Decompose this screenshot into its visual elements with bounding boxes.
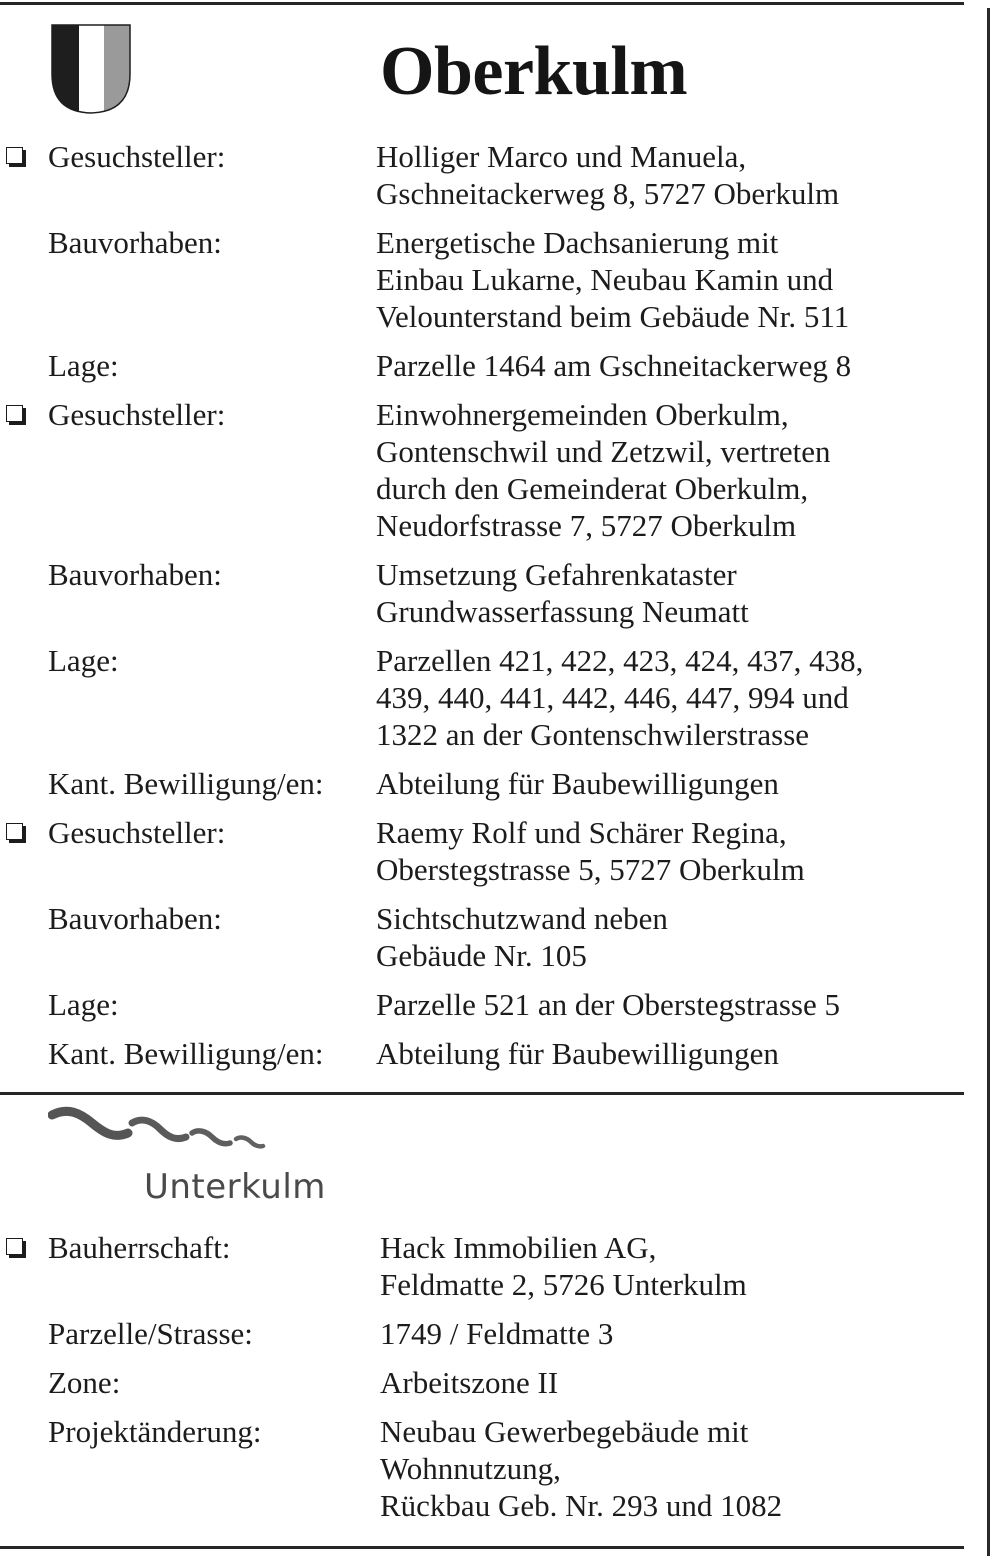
field-value [376,1035,779,1072]
municipality-title: Oberkulm [380,33,688,110]
field-value-line: Sichtschutzwand neben [376,901,668,936]
field-value [376,138,839,212]
checkbox-icon [6,405,26,425]
field-value-line: Parzelle 521 an der Oberstegstrasse 5 [376,987,840,1022]
field-value-line: Gebäude Nr. 105 [376,938,587,973]
field-label: Bauvorhaben: [48,225,222,260]
bottom-rule [0,1546,964,1549]
field-value-line: Velounterstand beim Gebäude Nr. 511 [376,299,850,334]
field-label: Parzelle/Strasse: [48,1316,253,1351]
field-label: Bauvorhaben: [48,901,222,936]
field-label: Kant. Bewilligung/en: [48,1036,324,1071]
field-label: Kant. Bewilligung/en: [48,766,324,801]
section-divider [0,1092,964,1095]
field-label: Gesuchsteller: [48,397,226,432]
field-value-line: Hack Immobilien AG, [380,1230,657,1265]
field-label: Bauvorhaben: [48,557,222,592]
field-value-line: durch den Gemeinderat Oberkulm, [376,471,809,506]
field-value-line: Raemy Rolf und Schärer Regina, [376,815,787,850]
field-value-line: Gontenschwil und Zetzwil, vertreten [376,434,831,469]
field-value [376,765,779,802]
application-entry [0,1229,964,1524]
field-value-line: Gschneitackerweg 8, 5727 Oberkulm [376,176,840,211]
unterkulm-waves-logo-icon [48,1105,378,1175]
field-row [0,1035,964,1072]
application-entry [0,396,964,802]
field-label: Bauherrschaft: [48,1230,231,1265]
field-value-line: Parzellen 421, 422, 423, 424, 437, 438, [376,643,864,678]
field-row [0,138,964,212]
field-value [380,1364,558,1401]
field-value-line: Neubau Gewerbegebäude mit [380,1414,749,1449]
field-label: Projektänderung: [48,1414,262,1449]
field-value-line: Grundwasserfassung Neumatt [376,594,749,629]
field-value [376,986,840,1023]
field-value-line: Parzelle 1464 am Gschneitackerweg 8 [376,348,852,383]
field-value [376,900,668,974]
oberkulm-building-applications [0,138,964,1084]
checkbox-icon [6,823,26,843]
field-value-line: Wohnnutzung, [380,1451,561,1486]
field-label: Lage: [48,643,119,678]
field-row [0,1364,964,1401]
field-value-line: Oberstegstrasse 5, 5727 Oberkulm [376,852,805,887]
field-value-line: 439, 440, 441, 442, 446, 447, 994 und [376,680,849,715]
application-entry [0,814,964,1072]
field-value-line: Arbeitszone II [380,1365,559,1400]
field-value [376,347,851,384]
field-row [0,642,964,753]
field-value-line: Abteilung für Baubewilligungen [376,1036,779,1071]
field-row [0,1315,964,1352]
unterkulm-building-applications [0,1229,964,1536]
field-value-line: 1322 an der Gontenschwilerstrasse [376,717,810,752]
checkbox-icon [6,1238,26,1258]
unterkulm-logo [48,1105,378,1220]
field-value [376,396,831,544]
field-row [0,556,964,630]
field-value-line: Energetische Dachsanierung mit [376,225,779,260]
field-row [0,765,964,802]
field-row [0,224,964,335]
field-value-line: Feldmatte 2, 5726 Unterkulm [380,1267,747,1302]
right-column-rule [987,8,990,1556]
field-value-line: 1749 / Feldmatte 3 [380,1316,614,1351]
field-value [376,556,749,630]
field-label: Lage: [48,348,119,383]
field-label: Gesuchsteller: [48,139,226,174]
field-row [0,1229,964,1303]
field-value-line: Holliger Marco und Manuela, [376,139,747,174]
field-row [0,347,964,384]
field-row [0,814,964,888]
field-row [0,396,964,544]
field-value-line: Rückbau Geb. Nr. 293 und 1082 [380,1488,783,1523]
field-label: Gesuchsteller: [48,815,226,850]
field-row [0,900,964,974]
field-value [376,224,849,335]
field-value [376,642,863,753]
field-value [380,1229,747,1303]
field-value-line: Umsetzung Gefahrenkataster [376,557,737,592]
field-value-line: Einwohnergemeinden Oberkulm, [376,397,789,432]
application-entry [0,138,964,384]
field-label: Lage: [48,987,119,1022]
field-value [380,1413,782,1524]
field-value-line: Einbau Lukarne, Neubau Kamin und [376,262,834,297]
field-row [0,986,964,1023]
field-value [380,1315,613,1352]
oberkulm-coat-of-arms-icon [51,24,131,114]
field-value-line: Neudorfstrasse 7, 5727 Oberkulm [376,508,797,543]
field-label: Zone: [48,1365,121,1400]
field-row [0,1413,964,1524]
unterkulm-logo-text: Unterkulm [144,1167,326,1207]
top-rule [0,2,964,5]
field-value-line: Abteilung für Baubewilligungen [376,766,779,801]
field-value [376,814,805,888]
checkbox-icon [6,147,26,167]
